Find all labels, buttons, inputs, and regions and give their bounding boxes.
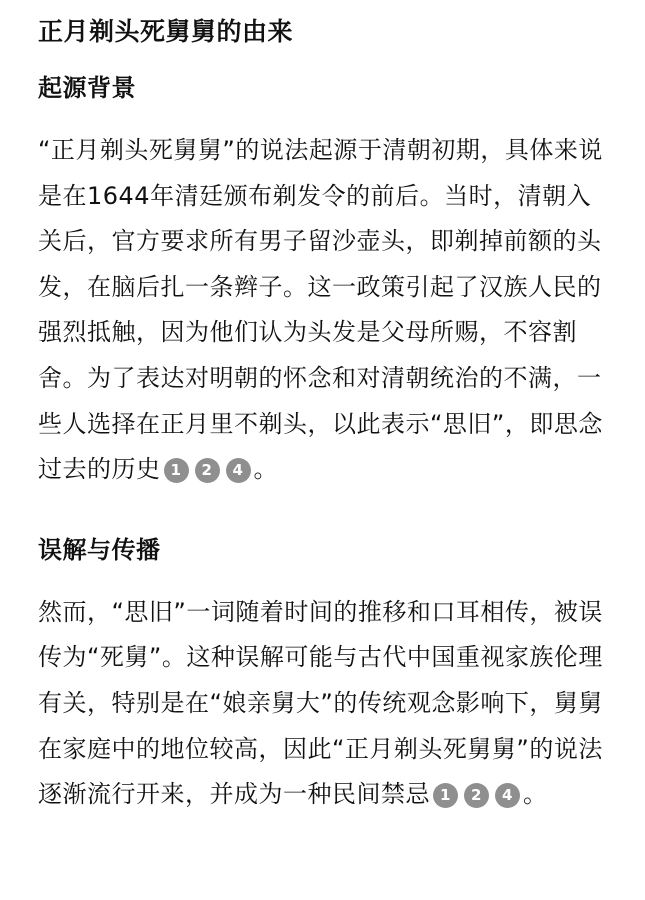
citation-badge[interactable]: 2: [464, 783, 489, 808]
section-spacer: [38, 493, 615, 533]
section-heading-origin: 起源背景: [38, 74, 136, 102]
citation-badge[interactable]: 4: [226, 458, 251, 483]
citation-badge[interactable]: 2: [195, 458, 220, 483]
section-paragraph-misunderstanding: [38, 590, 615, 818]
citation-badge[interactable]: 1: [433, 783, 458, 808]
paragraph-text: “正月剃头死舅舅”的说法起源于清朝初期，具体来说是在1644年清廷颁布剃发令的前后。当时，清朝入关后，官方要求所有男子留沙壶头，即剃掉前额的头发，在脑后扎一条辫子。这一政策引起了汉族人民的强烈抵触，因为他们认为头发是父母所赐，不容割舍。为了表达对明朝的怀念和对清朝统治的不满，一些人选择在正月里不剃头，以此表示“思旧”，即思念过去的历史: [38, 136, 603, 484]
citation-badge[interactable]: 1: [164, 458, 189, 483]
page-title: 正月剃头死舅舅的由来: [38, 17, 294, 46]
section-paragraph-origin: [38, 128, 615, 493]
section-heading-misunderstanding: 误解与传播: [38, 535, 161, 564]
paragraph-text: 然而，“思旧”一词随着时间的推移和口耳相传，被误传为“死舅”。这种误解可能与古代中国重视家族伦理有关，特别是在“娘亲舅大”的传统观念影响下，舅舅在家庭中的地位较高，因此“正月剃头死舅舅”的说法逐渐流行开来，并成为一种民间禁忌: [38, 597, 603, 809]
section-misunderstanding: [38, 533, 615, 818]
section-origin: [38, 71, 615, 493]
paragraph-end-punctuation: 。: [253, 455, 278, 484]
citation-badge[interactable]: 4: [495, 783, 520, 808]
paragraph-end-punctuation: 。: [523, 780, 548, 809]
